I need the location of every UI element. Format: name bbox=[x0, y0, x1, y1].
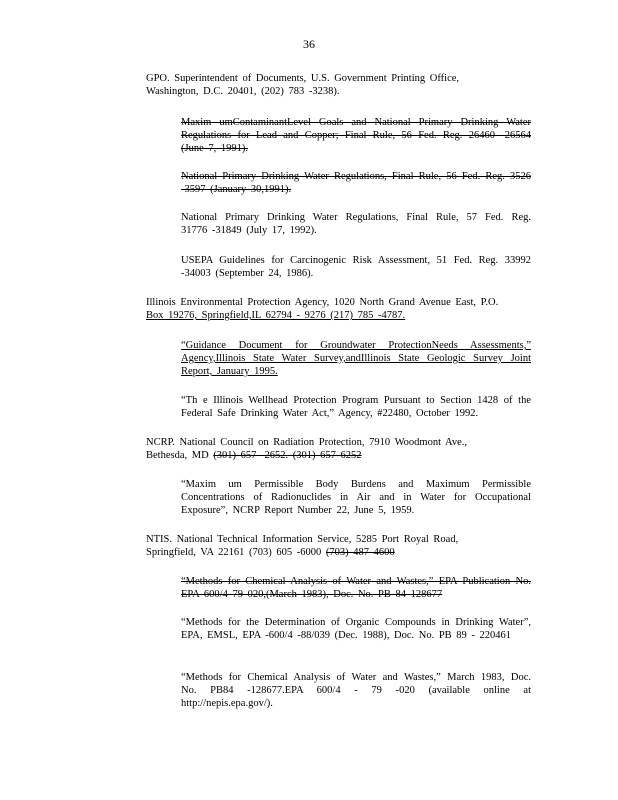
gpo-ref-usepa-guidelines: USEPA Guidelines for Carcinogenic Risk Assessment, 51 Fed. Reg. 33992 -34003 (September 24, 1986). bbox=[181, 255, 531, 279]
ntis-ref-methods-1983-struck: “Methods for Chemical Analysis of Water and Wastes,” EPA Publication No. EPA 600/4 79 020,(March 1983), Doc. No. PB 84 128677 bbox=[181, 576, 531, 600]
ncrp-entry bbox=[146, 436, 498, 462]
gpo-ref-npdwr-1992: National Primary Drinking Water Regulations, Final Rule, 57 Fed. Reg. 31776 -31849 (July 17, 1992). bbox=[181, 212, 531, 236]
iepa-ref-guidance: “Guidance Document for Groundwater ProtectionNeeds Assessments,” Agency,Illinois State Water Survey,andIllinois State Geologic Survey Joint Report, January 1995. bbox=[181, 340, 531, 377]
gpo-line-1: GPO. Superintendent of Documents, U.S. Government Printing Office, bbox=[146, 73, 460, 84]
ncrp-line-1: NCRP. National Council on Radiation Protection, 7910 Woodmont Ave., bbox=[146, 437, 468, 448]
gpo-ref-npdwr-1991: National Primary Drinking Water Regulations, Final Rule, 56 Fed. Reg. 3526 -3597 (January 30,1991). bbox=[181, 171, 531, 195]
ncrp-ref-body-burdens: “Maxim um Permissible Body Burdens and Maximum Permissible Concentrations of Radionuclides in Air and in Water for Occupational Exposure”, NCRP Report Number 22, June 5, 1959. bbox=[181, 479, 531, 516]
gpo-entry bbox=[146, 72, 498, 98]
iepa-ref-wellhead: “Th e Illinois Wellhead Protection Program Pursuant to Section 1428 of the Federal Safe Drinking Water Act,” Agency, #22480, October 1992. bbox=[181, 395, 531, 419]
gpo-ref-lead-copper: Maxim umContaminantLevel Goals and National Primary Drinking Water Regulations for Lead and Copper; Final Rule, 56 Fed. Reg. 26460 -26564 (June 7, 1991). bbox=[181, 117, 531, 154]
ncrp-line-2: Bethesda, MD (301) 657 -2652. (301) 657 6252 bbox=[146, 450, 362, 461]
gpo-line-2: Washington, D.C. 20401, (202) 783 -3238). bbox=[146, 86, 340, 97]
ntis-ref-organic-compounds: “Methods for the Determination of Organic Compounds in Drinking Water”, EPA, EMSL, EPA -600/4 -88/039 (Dec. 1988), Doc. No. PB 89 - 220461 bbox=[181, 617, 531, 641]
iepa-entry bbox=[146, 296, 530, 322]
ntis-ref-methods-1983: “Methods for Chemical Analysis of Water and Wastes,” March 1983, Doc. No. PB84 -128677.EPA 600/4 - 79 -020 (available online at http://nepis.epa.gov/). bbox=[181, 672, 531, 709]
iepa-line-1: Illinois Environmental Protection Agency, 1020 North Grand Avenue East, P.O. bbox=[146, 297, 499, 308]
iepa-line-2: Box 19276, Springfield,IL 62794 - 9276 (217) 785 -4787. bbox=[146, 310, 406, 321]
ntis-line-1: NTIS. National Technical Information Service, 5285 Port Royal Road, bbox=[146, 534, 459, 545]
ntis-line-2: Springfield, VA 22161 (703) 605 -6000 (703) 487 4600 bbox=[146, 547, 395, 558]
ntis-entry bbox=[146, 533, 498, 559]
page-number: 36 bbox=[303, 37, 315, 51]
